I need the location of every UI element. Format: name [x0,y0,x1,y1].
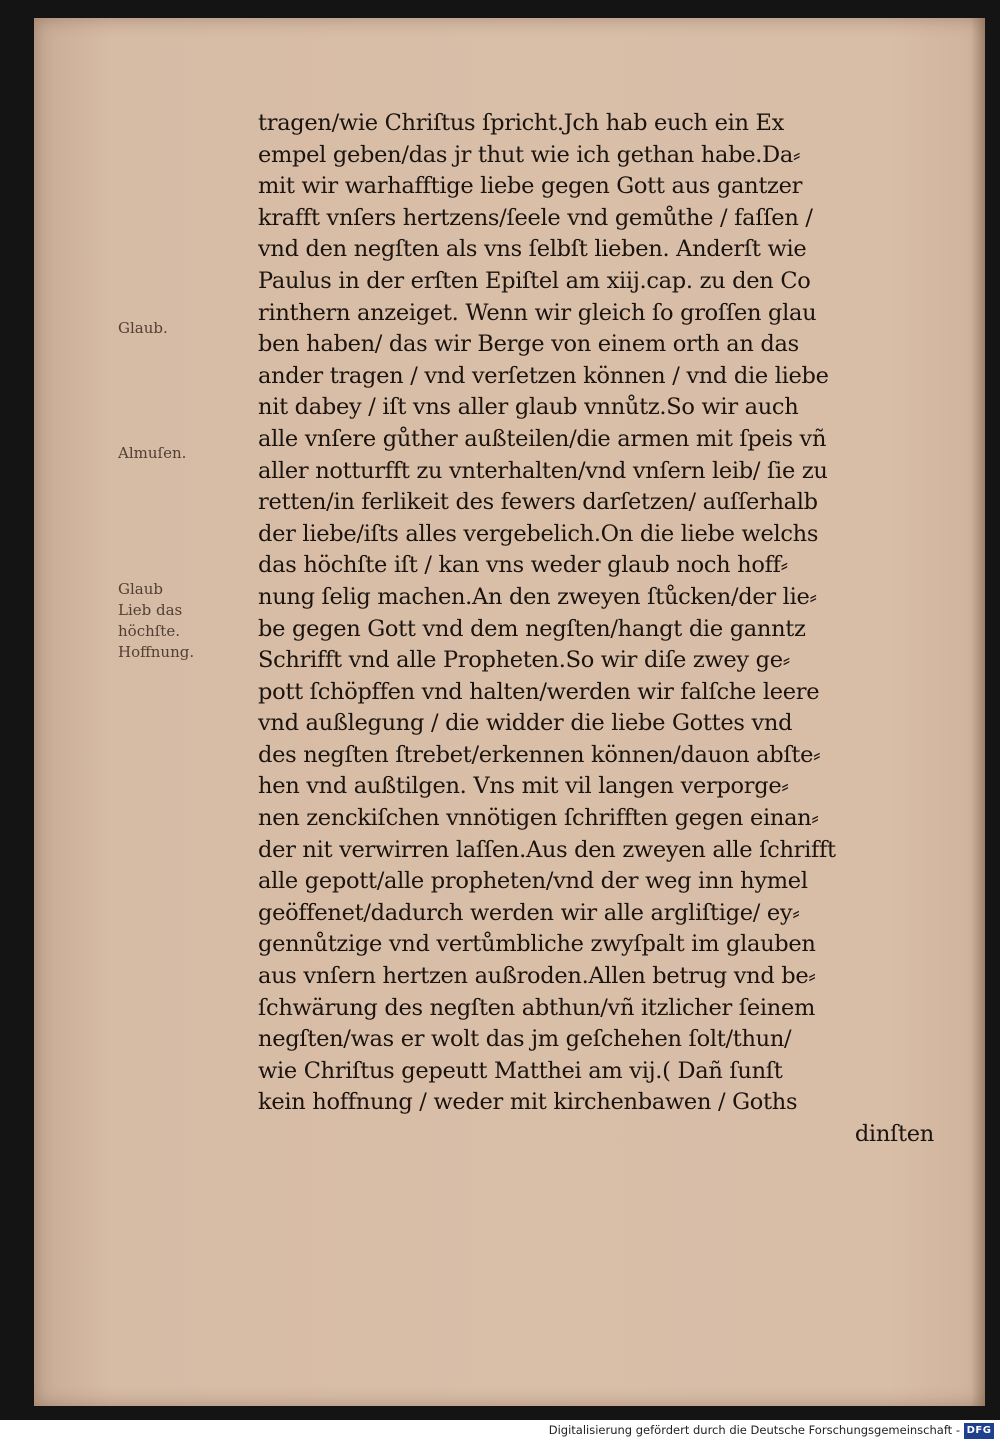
text-line: geöffenet/dadurch werden wir alle argliſtige/ ey⸗ [258,899,800,926]
text-line: empel geben/das jr thut wie ich gethan habe.Da⸗ [258,141,801,168]
text-line: der nit verwirren laſſen.Aus den zweyen alle ſchrifft [258,836,836,863]
text-line: kein hoffnung / weder mit kirchenbawen / Goths [258,1089,798,1116]
text-line: das höchſte iſt / kan vns weder glaub noch hoff⸗ [258,552,788,579]
margin-note-glaub-lieb-hoffnung: Glaub Lieb das höchſte. Hoffnung. [118,580,195,661]
text-line: krafft vnſers hertzens/ſeele vnd gemůthe / faſſen / [258,204,813,231]
text-line: aus vnſern hertzen außroden.Allen betrug vnd be⸗ [258,963,816,990]
text-line: be gegen Gott vnd dem negſten/hangt die ganntz [258,615,806,642]
text-line: des negſten ſtrebet/erkennen können/dauon abſte⸗ [258,741,821,768]
text-line: Schrifft vnd alle Propheten.So wir diſe zwey ge⸗ [258,647,790,674]
text-line: ben haben/ das wir Berge von einem orth an das [258,331,799,358]
text-line: tragen/wie Chriſtus ſpricht.Jch hab euch ein Ex [258,110,785,136]
footer-credit: Digitalisierung gefördert durch die Deutsche Forschungsgemeinschaft - [548,1423,960,1437]
dfg-logo: DFG [964,1423,994,1439]
text-line: mit wir warhafftige liebe gegen Gott aus gantzer [258,173,803,200]
text-line: hen vnd außtilgen. Vns mit vil langen verporge⸗ [258,773,789,800]
text-line: negſten/was er wolt das jm geſchehen ſolt/thun/ [258,1026,792,1053]
text-line: ander tragen / vnd verſetzen können / vnd die liebe [258,362,829,389]
text-line: ſchwärung des negſten abthun/vñ itzlicher ſeinem [258,994,815,1021]
text-line: nen zenckiſchen vnnötigen ſchrifften gegen einan⸗ [258,805,819,832]
text-line: der liebe/iſts alles vergebelich.On die liebe welchs [258,520,819,547]
text-line: alle gepott/alle propheten/vnd der weg inn hymel [258,868,808,895]
page-edge-shadow [971,18,985,1406]
text-line: aller notturfft zu vnterhalten/vnd vnſern leib/ ſie zu [258,457,828,484]
text-line: vnd außlegung / die widder die liebe Gottes vnd [258,710,793,737]
text-line: retten/in ferlikeit des fewers darſetzen/ auſſerhalb [258,489,818,516]
text-line: wie Chriſtus gepeutt Matthei am vij.( Dañ ſunſt [258,1057,783,1084]
margin-note-glaub: Glaub. [118,319,168,337]
text-line: vnd den negſten als vns ſelbſt lieben. Anderſt wie [258,236,807,263]
text-line: nit dabey / iſt vns aller glaub vnnůtz.So wir auch [258,394,799,421]
text-line: Paulus in der erſten Epiſtel am xiij.cap. zu den Co [258,267,811,294]
text-line: nung ſelig machen.An den zweyen ſtůcken/der lie⸗ [258,583,817,610]
text-line: rinthern anzeiget. Wenn wir gleich ſo groſſen glau [258,299,817,326]
footer-bar [0,1420,1000,1443]
catchword: dinſten [854,1121,934,1147]
body-text [258,108,938,1151]
text-line: pott ſchöpffen vnd halten/werden wir falſche leere [258,678,820,705]
margin-note-almusen: Almuſen. [118,444,187,462]
text-line: gennůtzige vnd vertůmbliche zwyſpalt im glauben [258,931,816,958]
text-line: alle vnſere gůther außteilen/die armen mit ſpeis vñ [258,425,827,452]
